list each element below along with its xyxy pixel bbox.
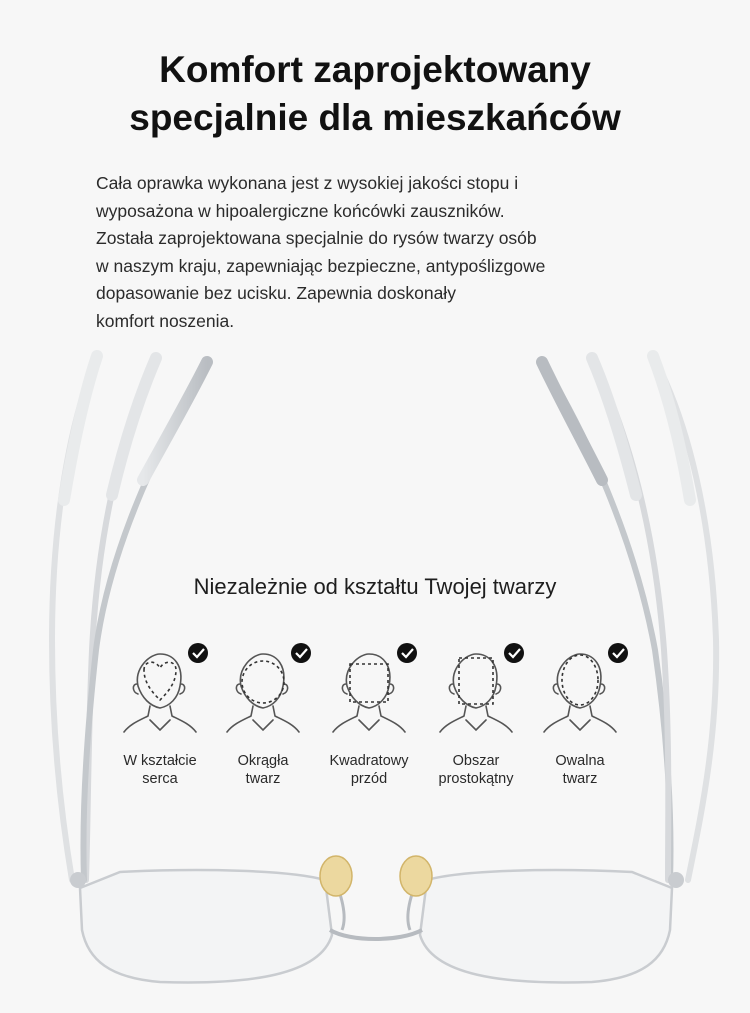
face-shape-label-line: prostokątny bbox=[438, 771, 514, 787]
left-nose-pad bbox=[320, 856, 352, 896]
check-badge-icon bbox=[188, 643, 208, 663]
headline-line-2: specjalnie dla mieszkańców bbox=[129, 97, 621, 138]
face-shape-label bbox=[208, 752, 318, 788]
face-shape-label bbox=[105, 752, 215, 788]
intro-line: dopasowanie bez ucisku. Zapewnia doskonały bbox=[96, 283, 456, 303]
face-shape-label bbox=[421, 752, 531, 788]
right-hinge bbox=[668, 872, 684, 888]
left-temple-arm-1-tip bbox=[64, 356, 97, 500]
intro-line: komfort noszenia. bbox=[96, 310, 235, 331]
face-shapes-row bbox=[0, 640, 750, 810]
face-shape-label-line: Obszar bbox=[452, 753, 500, 769]
oval-face-icon bbox=[530, 640, 630, 740]
headline-line-1: Komfort zaprojektowany bbox=[159, 49, 591, 90]
face-shape-oval bbox=[525, 640, 635, 788]
round-face-icon bbox=[213, 640, 313, 740]
left-lens bbox=[80, 870, 332, 982]
intro-line: w naszym kraju, zapewniając bezpieczne, antypoślizgowe bbox=[96, 255, 546, 276]
face-shape-heart bbox=[105, 640, 215, 788]
face-shape-label bbox=[525, 752, 635, 788]
face-shape-label-line: Owalna bbox=[555, 753, 605, 769]
square-face-icon bbox=[319, 640, 419, 740]
face-shape-label-line: Kwadratowy bbox=[329, 753, 409, 769]
face-shape-label bbox=[314, 752, 424, 788]
right-nose-pad bbox=[400, 856, 432, 896]
check-badge-icon bbox=[291, 643, 311, 663]
rectangle-face-icon bbox=[426, 640, 526, 740]
face-shape-square bbox=[314, 640, 424, 788]
face-shape-label-line: serca bbox=[142, 771, 178, 787]
face-shape-label-line: Okrągła bbox=[237, 753, 289, 769]
heart-face-icon bbox=[110, 640, 210, 740]
face-shape-round bbox=[208, 640, 318, 788]
check-badge-icon bbox=[504, 643, 524, 663]
intro-line: wyposażona w hipoalergiczne końcówki zauszników. bbox=[96, 200, 505, 221]
intro-line: Cała oprawka wykonana jest z wysokiej jakości stopu i bbox=[96, 173, 519, 193]
face-shape-rectangle bbox=[421, 640, 531, 788]
face-shape-label-line: przód bbox=[350, 771, 388, 787]
check-badge-icon bbox=[608, 643, 628, 663]
right-lens bbox=[420, 870, 672, 982]
face-shape-label-line: twarz bbox=[245, 771, 281, 787]
right-temple-arm-1-tip bbox=[542, 362, 602, 480]
face-shape-label-line: twarz bbox=[562, 771, 598, 787]
face-shapes-heading: Niezależnie od kształtu Twojej twarzy bbox=[193, 574, 557, 599]
check-badge-icon bbox=[397, 643, 417, 663]
face-shape-label-line: W kształcie bbox=[123, 753, 197, 769]
headline bbox=[0, 46, 750, 142]
bridge bbox=[330, 930, 422, 939]
intro-line: Została zaprojektowana specjalnie do rysów twarzy osób bbox=[96, 228, 537, 248]
intro-paragraph bbox=[96, 170, 636, 335]
